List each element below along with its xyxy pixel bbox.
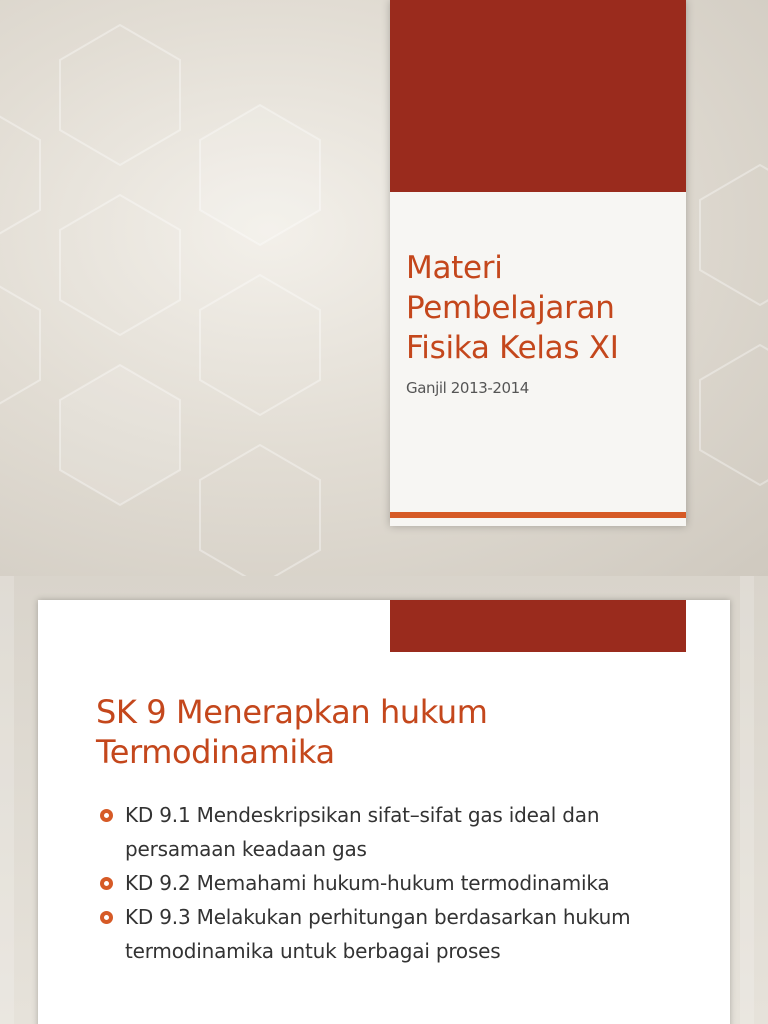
list-item [100, 798, 700, 866]
red-header-tab [390, 600, 686, 652]
ring-bullet-icon [100, 911, 113, 924]
slide-subtitle: Ganjil 2013-2014 [406, 379, 529, 397]
list-item-text: KD 9.1 Mendeskripsikan sifat–sifat gas ideal dan persamaan keadaan gas [125, 803, 600, 861]
content-panel [38, 600, 730, 1024]
orange-accent-line [390, 512, 686, 518]
red-header-block [390, 0, 686, 192]
bullet-list [100, 798, 700, 968]
ring-bullet-icon [100, 809, 113, 822]
list-item [100, 900, 700, 968]
content-slide [0, 576, 768, 1024]
list-item-text: KD 9.3 Melakukan perhitungan berdasarkan hukum termodinamika untuk berbagai proses [125, 905, 631, 963]
content-heading: SK 9 Menerapkan hukum Termodinamika [96, 693, 488, 771]
ring-bullet-icon [100, 877, 113, 890]
list-item-text: KD 9.2 Memahami hukum-hukum termodinamika [125, 871, 610, 895]
slide-title: Materi Pembelajaran Fisika Kelas XI [406, 250, 619, 366]
title-panel [390, 0, 686, 526]
list-item [100, 866, 700, 900]
